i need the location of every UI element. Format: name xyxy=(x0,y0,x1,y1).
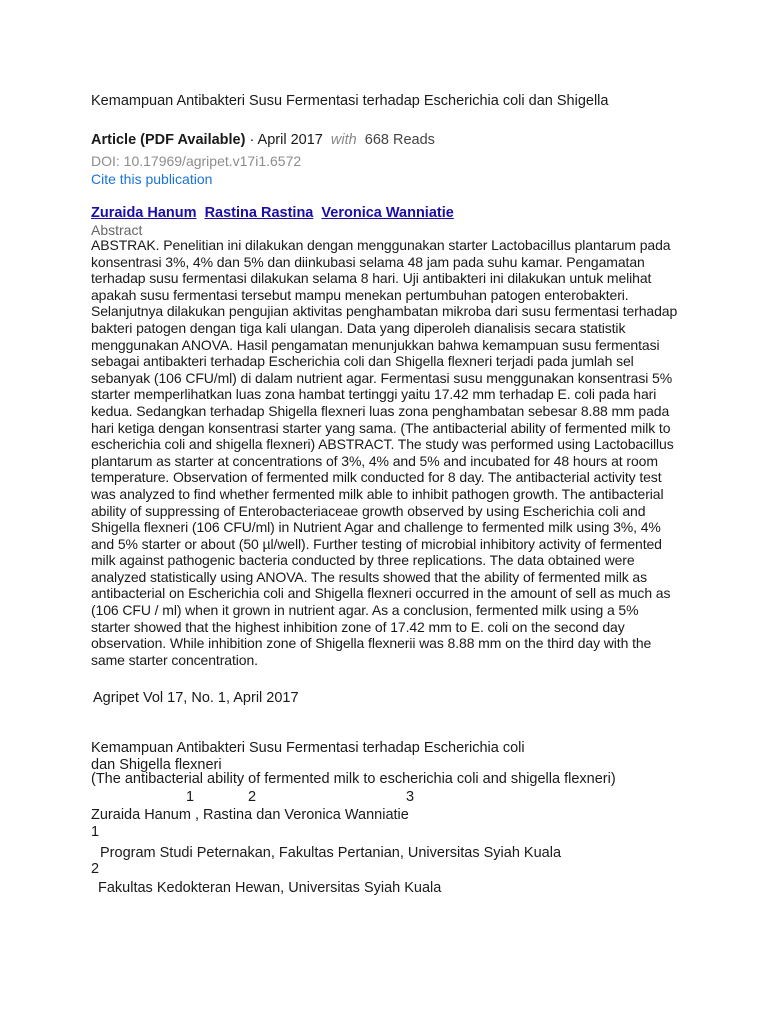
abstract-line: (106 CFU / ml) when it grown in nutrient agar. As a conclusion, fermented milk using a 5% xyxy=(91,602,639,619)
author-superscript: 2 xyxy=(248,789,257,805)
affiliation-text: Program Studi Peternakan, Fakultas Pertanian, Universitas Syiah Kuala xyxy=(100,845,562,861)
abstract-line: ABSTRAK. Penelitian ini dilakukan dengan menggunakan starter Lactobacillus plantarum pada xyxy=(91,237,671,253)
abstract-label: Abstract xyxy=(91,222,143,238)
article-meta xyxy=(91,132,435,148)
abstract-line: Shigella flexneri (106 CFU/ml) in Nutrient Agar and challenge to fermented milk using 3%, 4% xyxy=(91,519,661,536)
page-title: Kemampuan Antibakteri Susu Fermentasi terhadap Escherichia coli dan Shigella xyxy=(91,93,609,109)
abstract-line: sebanyak (106 CFU/ml) di dalam nutrient agar. Fermentasi susu menggunakan konsentrasi 5% xyxy=(91,369,673,386)
abstract-line: kedua. Sedangkan terhadap Shigella flexneri luas zona penghambatan sebesar 8.88 mm pada xyxy=(91,402,670,419)
abstract-line: plantarum as starter at concentrations of 3%, 4% and 5% and incubated for 48 hours at room xyxy=(91,452,658,469)
meta-separator: · xyxy=(245,132,258,148)
abstract-line: escherichia coli and shigella flexneri) ABSTRACT. The study was performed using Lactobacillus xyxy=(91,436,674,453)
paper-title-english: (The antibacterial ability of fermented milk to escherichia coli and shigella flexneri) xyxy=(91,771,616,787)
author-list xyxy=(91,205,458,221)
article-date: April 2017 xyxy=(257,132,323,148)
author-link[interactable]: Rastina Rastina xyxy=(204,205,314,221)
abstract-line: sebagai antibakteri terhadap Escherichia coli dan Shigella flexneri terjadi pada jumlah sel xyxy=(91,353,634,370)
paper-title-line-2: dan Shigella flexneri xyxy=(91,757,222,773)
abstract-line: apakah susu fermentasi tersebut mampu menekan pertumbuhan patogen enterobakteri. xyxy=(91,286,629,303)
abstract-body xyxy=(91,237,691,668)
author-superscript: 1 xyxy=(186,789,195,805)
affiliation-text: Fakultas Kedokteran Hewan, Universitas Syiah Kuala xyxy=(98,880,442,896)
doi-link[interactable]: DOI: 10.17969/agripet.v17i1.6572 xyxy=(91,153,302,169)
affiliation-number: 1 xyxy=(91,824,100,840)
abstract-line: analyzed statistically using ANOVA. The results showed that the ability of fermented milk as xyxy=(91,568,647,585)
author-superscript: 3 xyxy=(406,789,415,805)
author-link[interactable]: Veronica Wanniatie xyxy=(321,205,454,221)
meta-with: with xyxy=(330,132,357,148)
abstract-line: konsentrasi 3%, 4% dan 5% dan diinkubasi selama 48 jam pada suhu kamar. Pengamatan xyxy=(91,253,645,270)
abstract-line: observation. While inhibition zone of Shigella flexnerii was 8.88 mm on the third day with the xyxy=(91,635,652,652)
cite-publication-link[interactable]: Cite this publication xyxy=(91,171,213,187)
affiliation-number: 2 xyxy=(91,861,100,877)
author-link[interactable]: Zuraida Hanum xyxy=(91,205,197,221)
abstract-line: starter showed that the highest inhibition zone of 17.42 mm to E. coli on the second day xyxy=(91,618,625,635)
paper-authors: Zuraida Hanum , Rastina dan Veronica Wanniatie xyxy=(91,807,409,823)
abstract-line: milk against pathogenic bacteria conducted by three replications. The data obtained were xyxy=(91,552,635,569)
abstract-line: antibacterial on Escherichia coli and Shigella flexneri occurred in the amount of sell as much as xyxy=(91,585,671,602)
journal-citation: Agripet Vol 17, No. 1, April 2017 xyxy=(93,690,299,706)
abstract-line: Selanjutnya dilakukan pengujian aktivitas penghambatan mikroba dari susu fermentasi terhadap xyxy=(91,303,678,320)
abstract-line: ability of suppressing of Enterobacteriaceae growth observed by using Escherichia coli and xyxy=(91,502,646,519)
abstract-line: and 5% starter or about (50 µl/well). Further testing of microbial inhibitory activity of fermented xyxy=(91,535,662,552)
abstract-line: hari ketiga dengan konsentrasi starter yang sama. (The antibacterial ability of fermented milk to xyxy=(91,419,671,436)
reads-count: 668 Reads xyxy=(364,132,435,148)
article-type: Article (PDF Available) xyxy=(91,132,246,148)
abstract-line: terhadap susu fermentasi dilakukan selama 8 hari. Uji antibakteri ini dilakukan untuk melihat xyxy=(91,270,652,287)
abstract-line: starter memperlihatkan luas zona hambat tertinggi yaitu 17.42 mm terhadap E. coli pada hari xyxy=(91,386,657,403)
abstract-line: bakteri patogen dengan tiga kali ulangan. Data yang diperoleh dianalisis secara statistik xyxy=(91,319,626,336)
abstract-line: menggunakan ANOVA. Hasil pengamatan menunjukkan bahwa kemampuan susu fermentasi xyxy=(91,336,660,353)
abstract-line: same starter concentration. xyxy=(91,651,258,668)
abstract-line: temperature. Observation of fermented milk conducted for 8 day. The antibacterial activity test xyxy=(91,469,662,486)
paper-title-line-1: Kemampuan Antibakteri Susu Fermentasi terhadap Escherichia coli xyxy=(91,740,525,756)
abstract-line: was analyzed to find whether fermented milk able to inhibit pathogen growth. The antibacterial xyxy=(91,485,664,502)
